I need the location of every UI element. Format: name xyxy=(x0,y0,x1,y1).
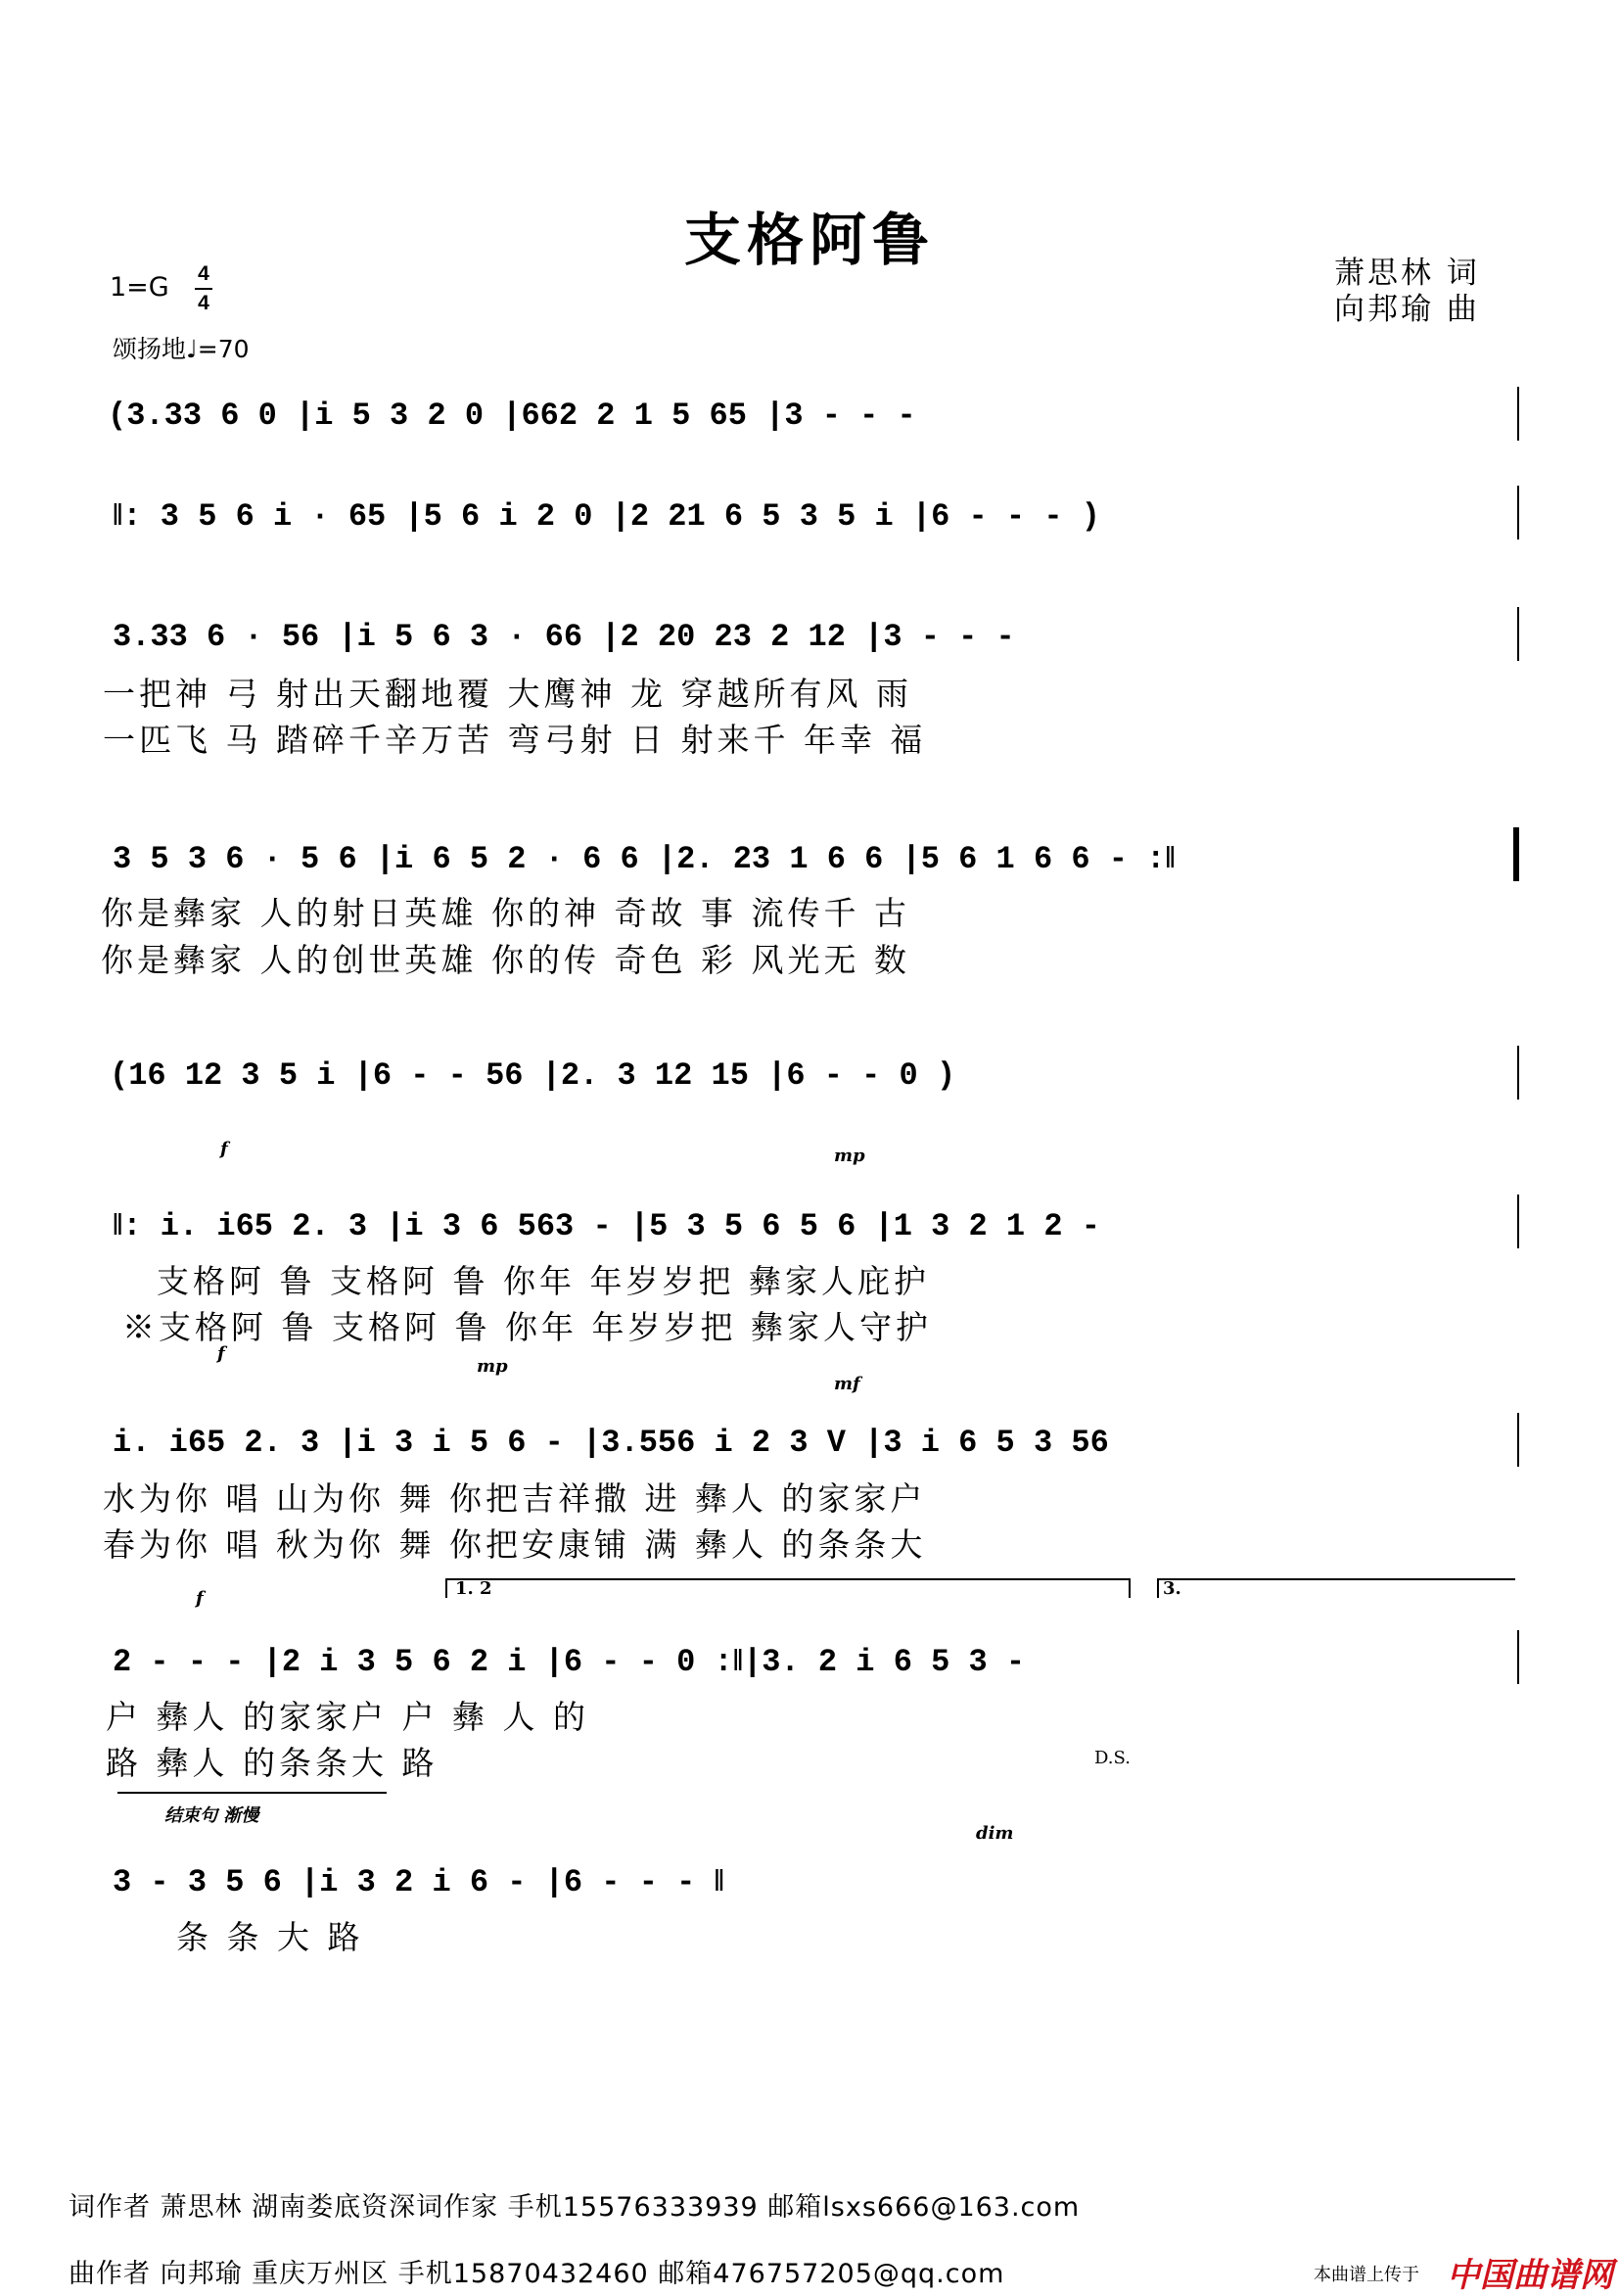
volta-bracket-1-2 xyxy=(445,1578,1131,1580)
volta-bracket-edge xyxy=(445,1578,447,1598)
volta-label-3: 3. xyxy=(1163,1578,1181,1599)
composer-info: 曲作者 向邦瑜 重庆万州区 手机15870432460 邮箱476757205@qq.com xyxy=(69,2259,1005,2289)
dynamic-f: f xyxy=(217,1343,225,1364)
volta-bracket-edge xyxy=(1157,1578,1159,1598)
dynamic-f: f xyxy=(220,1139,228,1159)
dynamic-mp: mp xyxy=(477,1356,508,1377)
verse-lyrics-2b: 你是彝家 人的创世英雄 你的传 奇色 彩 风光无 数 xyxy=(101,941,910,979)
chorus-lyrics-2a: 水为你 唱 山为你 舞 你把吉祥撒 进 彝人 的家家户 xyxy=(103,1479,927,1518)
barline xyxy=(1517,1630,1519,1684)
time-signature-denominator: 4 xyxy=(198,292,209,314)
ending-marking: 结束句 渐慢 xyxy=(164,1805,259,1826)
chorus-lyrics-3b: 路 彝人 的条条大 路 xyxy=(106,1744,439,1782)
verse-notes-2: 3 5 3 6 · 5 6 |i 6 5 2 · 6 6 |2. 23 1 6 6 |5 6 1 6 6 - :‖ xyxy=(113,841,1176,877)
chorus-notes-3: 2 - - - |2 i 3 5 6 2 i |6 - - 0 :‖|3. 2 i 6 5 3 - xyxy=(113,1644,1026,1680)
time-signature-line xyxy=(195,288,212,290)
tempo-marking: 颂扬地♩=70 xyxy=(113,335,250,363)
ending-bracket xyxy=(117,1792,387,1794)
chorus-lyrics-1b: ※支格阿 鲁 支格阿 鲁 你年 年岁岁把 彝家人守护 xyxy=(122,1308,932,1346)
chorus-lyrics-3a: 户 彝人 的家家户 户 彝 人 的 xyxy=(106,1698,589,1736)
verse-lyrics-2a: 你是彝家 人的射日英雄 你的神 奇故 事 流传千 古 xyxy=(101,894,910,932)
volta-bracket-3 xyxy=(1157,1578,1515,1580)
verse-notes-1: 3.33 6 · 56 |i 5 6 3 · 66 |2 20 23 2 12 |3 - - - xyxy=(113,619,1015,655)
volta-label-1-2: 1. 2 xyxy=(455,1578,492,1599)
barline xyxy=(1517,1195,1519,1248)
brand-logo: 中国曲谱网 xyxy=(1447,2256,1613,2295)
chorus-notes-1: ‖: i. i65 2. 3 |i 3 6 563 - |5 3 5 6 5 6 |1 3 2 1 2 - xyxy=(113,1208,1100,1244)
interlude-notes: (16 12 3 5 i |6 - - 56 |2. 3 12 15 |6 - - 0 ) xyxy=(110,1057,956,1094)
verse-lyrics-1b: 一匹飞 马 踏碎千辛万苦 弯弓射 日 射来千 年幸 福 xyxy=(103,721,927,759)
barline xyxy=(1517,1046,1519,1100)
chorus-notes-2: i. i65 2. 3 |i 3 i 5 6 - |3.556 i 2 3 V |3 i 6 5 3 56 xyxy=(113,1425,1109,1461)
intro-line-2: ‖: 3 5 6 i · 65 |5 6 i 2 0 |2 21 6 5 3 5 i |6 - - - ) xyxy=(113,498,1100,535)
dal-segno-mark: D.S. xyxy=(1094,1748,1131,1768)
verse-lyrics-1a: 一把神 弓 射出天翻地覆 大鹰神 龙 穿越所有风 雨 xyxy=(103,675,912,713)
volta-bracket-edge xyxy=(1129,1578,1131,1598)
repeat-end-bar xyxy=(1513,827,1519,881)
barline xyxy=(1517,387,1519,441)
barline xyxy=(1517,486,1519,539)
upload-note: 本曲谱上传于 xyxy=(1314,2265,1419,2285)
dynamic-mf: mf xyxy=(834,1374,860,1394)
lyricist-credit: 萧思林 词 xyxy=(1334,256,1480,291)
chorus-lyrics-2b: 春为你 唱 秋为你 舞 你把安康铺 满 彝人 的条条大 xyxy=(103,1525,927,1564)
composer-credit: 向邦瑜 曲 xyxy=(1334,292,1480,327)
dynamic-mp: mp xyxy=(834,1146,865,1166)
dynamic-f: f xyxy=(196,1588,204,1609)
barline xyxy=(1517,1413,1519,1467)
time-signature-numerator: 4 xyxy=(198,262,209,285)
lyricist-info: 词作者 萧思林 湖南娄底资深词作家 手机15576333939 邮箱lsxs666@163.com xyxy=(69,2192,1081,2223)
key-signature: 1=G xyxy=(110,272,169,303)
chorus-lyrics-1a: 支格阿 鲁 支格阿 鲁 你年 年岁岁把 彝家人庇护 xyxy=(157,1262,930,1300)
intro-line-1: (3.33 6 0 |i 5 3 2 0 |662 2 1 5 65 |3 - - - xyxy=(108,398,916,434)
barline xyxy=(1517,607,1519,661)
ending-notes: 3 - 3 5 6 |i 3 2 i 6 - |6 - - - ‖ xyxy=(113,1864,724,1900)
dynamic-dim: dim xyxy=(976,1823,1014,1844)
page-title: 支格阿鲁 xyxy=(683,207,935,273)
ending-lyrics: 条 条 大 路 xyxy=(176,1918,364,1956)
